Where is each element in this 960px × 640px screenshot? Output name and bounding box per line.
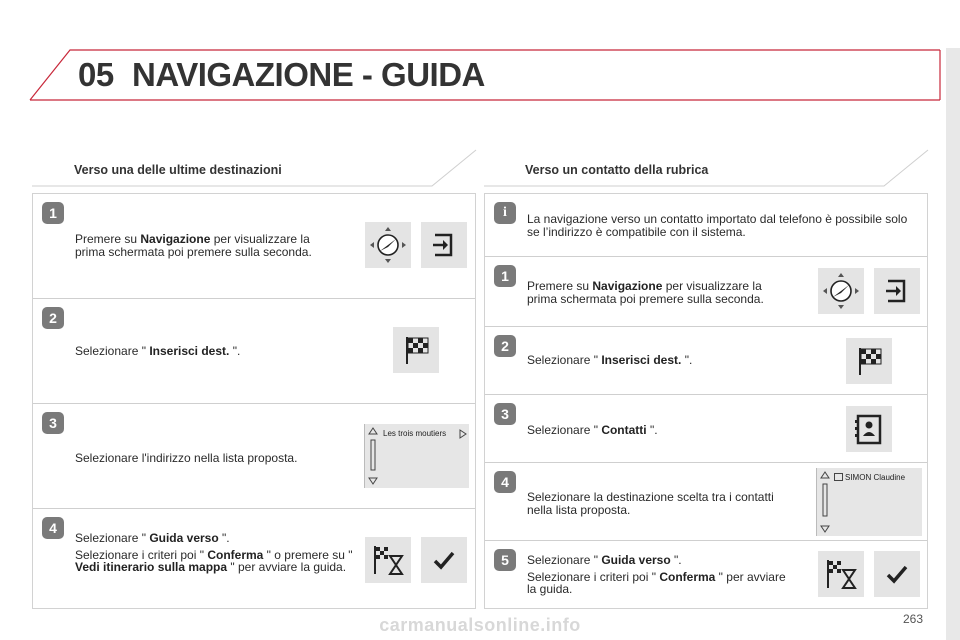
left-steps-panel [32, 193, 476, 609]
page-number: 263 [903, 612, 924, 626]
left-section-title: Verso una delle ultime destinazioni [74, 163, 282, 177]
step-badge: 2 [494, 335, 516, 357]
step-badge: 5 [494, 549, 516, 571]
left-step-2 [33, 299, 475, 404]
step-badge: 3 [42, 412, 64, 434]
navigation-dial-icon[interactable] [818, 268, 864, 314]
step-text: Selezionare " Guida verso ". Selezionare i criteri poi " Conferma " o premere su " Vedi itinerario sulla mappa " per avviare la guida. [75, 531, 353, 574]
contacts-icon[interactable] [846, 406, 892, 452]
step-text: Premere su Navigazione per visualizzare la prima schermata poi premere sulla seconda. [75, 232, 312, 259]
checkered-flag-icon[interactable] [846, 338, 892, 384]
chapter-number: 05 [78, 56, 114, 93]
right-step-3 [485, 395, 927, 463]
checkmark-icon[interactable] [421, 537, 467, 583]
right-section-title: Verso un contatto della rubrica [525, 163, 709, 177]
navigation-dial-icon[interactable] [365, 222, 411, 268]
info-icon: i [494, 202, 516, 224]
flag-hourglass-icon[interactable] [365, 537, 411, 583]
left-step-1 [33, 194, 475, 299]
info-text: La navigazione verso un contatto importato dal telefono è possibile solo se l’indirizzo è compatibile con il sistema. [527, 212, 908, 239]
next-screen-icon[interactable] [421, 222, 467, 268]
step-badge: 3 [494, 403, 516, 425]
step-badge: 4 [494, 471, 516, 493]
step-text: Selezionare la destinazione scelta tra i contatti nella lista proposta. [527, 490, 774, 517]
left-step-3 [33, 404, 475, 509]
right-step-2 [485, 327, 927, 395]
step-text: Premere su Navigazione per visualizzare la prima schermata poi premere sulla seconda. [527, 279, 764, 306]
right-step-4 [485, 463, 927, 541]
right-steps-panel [484, 193, 928, 609]
step-text: Selezionare " Contatti ". [527, 423, 658, 437]
step-badge: 1 [494, 265, 516, 287]
page-title: NAVIGAZIONE - GUIDA [132, 56, 485, 93]
step-badge: 4 [42, 517, 64, 539]
side-strip [946, 48, 960, 640]
step-text: Selezionare " Guida verso ". Selezionare i criteri poi " Conferma " per avviare la guida. [527, 553, 786, 596]
next-screen-icon[interactable] [874, 268, 920, 314]
step-text: Selezionare " Inserisci dest. ". [75, 344, 241, 358]
destination-list-screen [364, 424, 469, 488]
step-badge: 2 [42, 307, 64, 329]
contacts-list-screen [816, 468, 922, 536]
checkmark-icon[interactable] [874, 551, 920, 597]
flag-hourglass-icon[interactable] [818, 551, 864, 597]
step-text: Selezionare l'indirizzo nella lista proposta. [75, 451, 298, 465]
step-badge: 1 [42, 202, 64, 224]
info-row [485, 194, 927, 257]
list-item[interactable]: Les trois moutiers [383, 429, 447, 438]
step-text: Selezionare " Inserisci dest. ". [527, 353, 693, 367]
left-step-4 [33, 509, 475, 609]
right-step-5 [485, 541, 927, 609]
list-item[interactable]: SIMON Claudine [845, 473, 906, 482]
checkered-flag-icon[interactable] [393, 327, 439, 373]
watermark: carmanualsonline.info [379, 615, 581, 635]
contact-icon [834, 473, 843, 481]
right-step-1 [485, 257, 927, 327]
